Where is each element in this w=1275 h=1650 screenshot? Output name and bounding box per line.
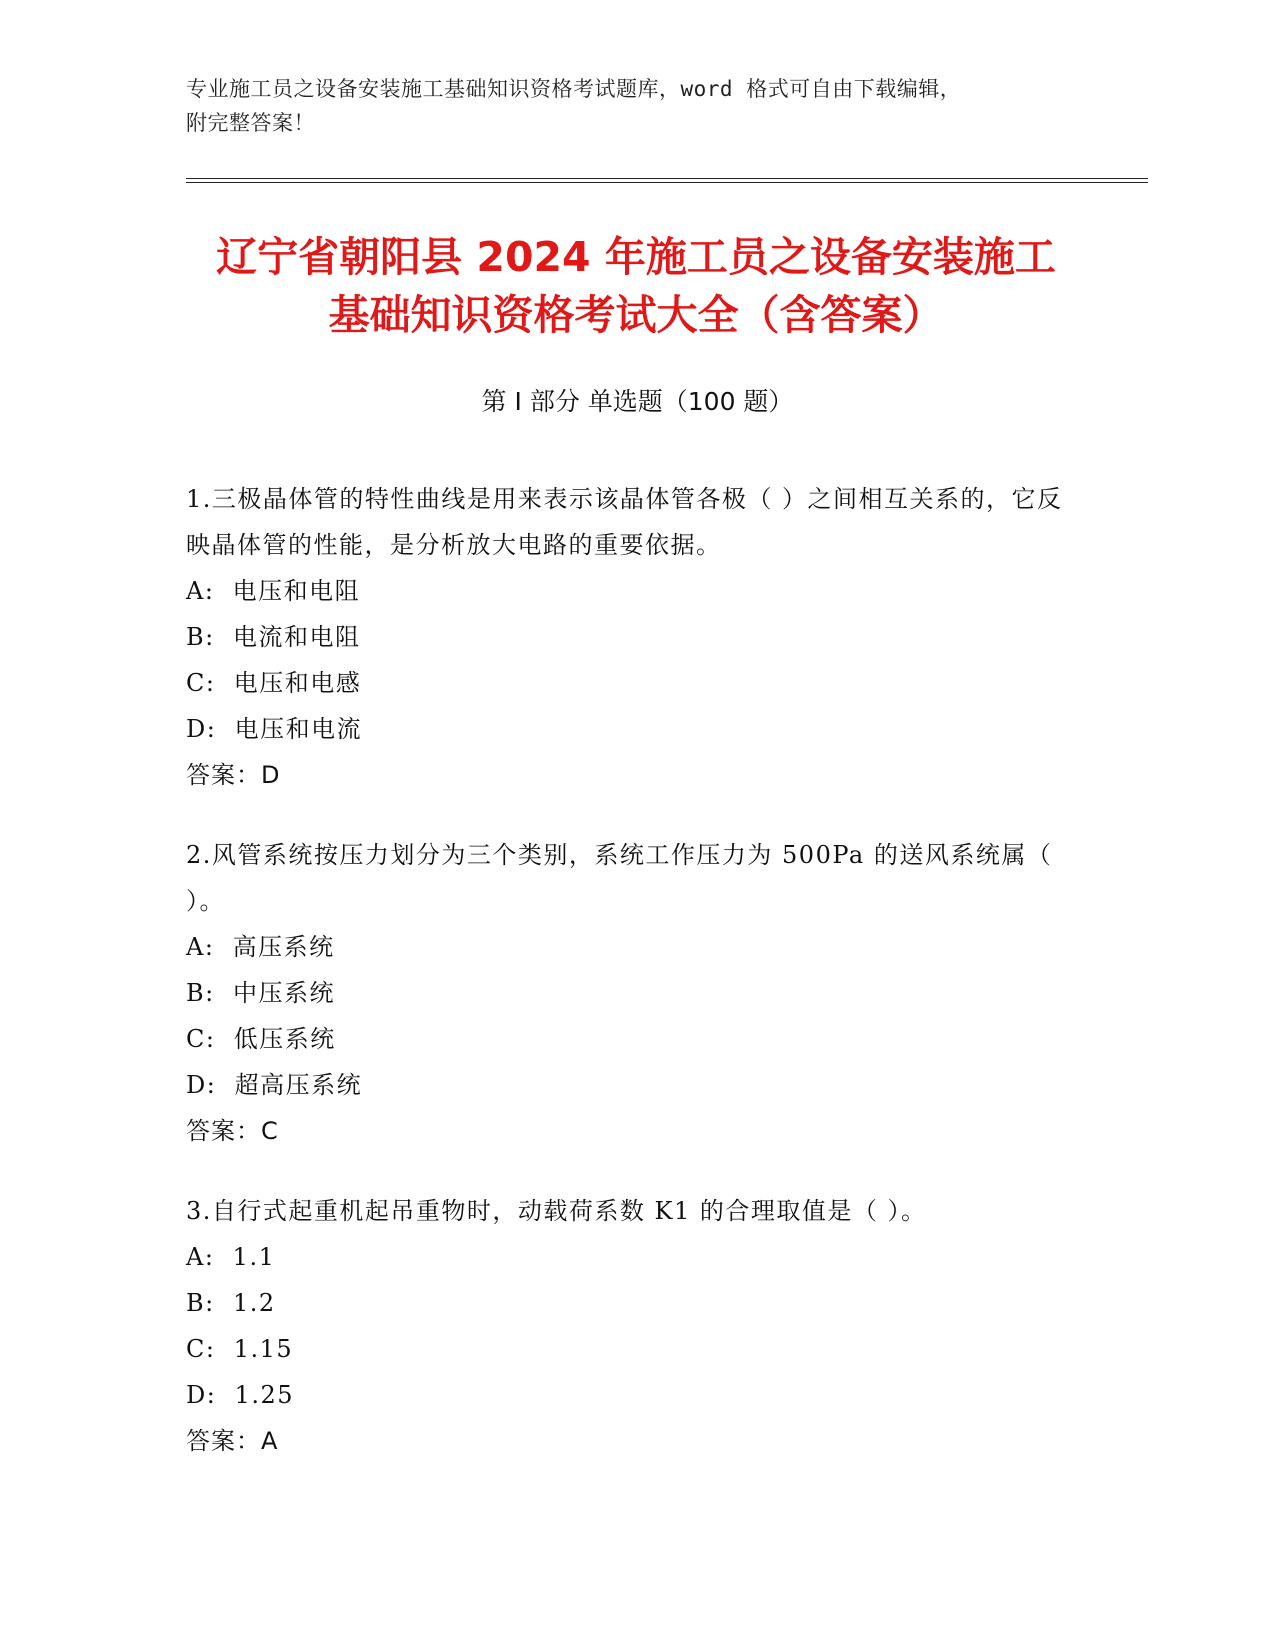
option-a: A: 电压和电阻 (186, 577, 361, 605)
question-stem: 2.风管系统按压力划分为三个类别，系统工作压力为 500Pa 的送风系统属（ ）。 (186, 841, 1053, 915)
header-note-line-2: 附完整答案！ (186, 111, 315, 135)
header-divider-bottom (186, 182, 1148, 183)
question-item (186, 832, 1076, 1154)
option-c: C: 1.15 (186, 1335, 294, 1363)
option-d: D: 电压和电流 (186, 715, 363, 743)
question-list (186, 476, 1076, 1498)
header-note (186, 72, 1066, 140)
option-b: B: 中压系统 (186, 979, 335, 1007)
option-d: D: 1.25 (186, 1381, 295, 1409)
question-answer: 答案：A (186, 1427, 279, 1455)
document-title-line-1: 辽宁省朝阳县 2024 年施工员之设备安装施工 (216, 233, 1056, 281)
option-a: A: 1.1 (186, 1243, 276, 1271)
option-a: A: 高压系统 (186, 933, 335, 961)
question-stem: 1.三极晶体管的特性曲线是用来表示该晶体管各极（ ）之间相互关系的，它反映晶体管的性能，是分析放大电路的重要依据。 (186, 485, 1063, 559)
document-title-line-2: 基础知识资格考试大全（含答案） (328, 291, 944, 339)
question-item (186, 1188, 1076, 1464)
option-c: C: 电压和电感 (186, 669, 362, 697)
question-item (186, 476, 1076, 798)
question-answer: 答案：D (186, 761, 281, 789)
question-answer: 答案：C (186, 1117, 279, 1145)
option-b: B: 电流和电阻 (186, 623, 361, 651)
option-c: C: 低压系统 (186, 1025, 336, 1053)
header-divider-top (186, 178, 1148, 179)
question-stem: 3.自行式起重机起吊重物时，动载荷系数 K1 的合理取值是（ ）。 (186, 1197, 927, 1225)
section-title: 第 I 部分 单选题（100 题） (481, 387, 794, 416)
option-d: D: 超高压系统 (186, 1071, 363, 1099)
option-b: B: 1.2 (186, 1289, 276, 1317)
header-note-line-1: 专业施工员之设备安装施工基础知识资格考试题库，word 格式可自由下载编辑， (186, 77, 962, 101)
document-title (186, 228, 1086, 344)
